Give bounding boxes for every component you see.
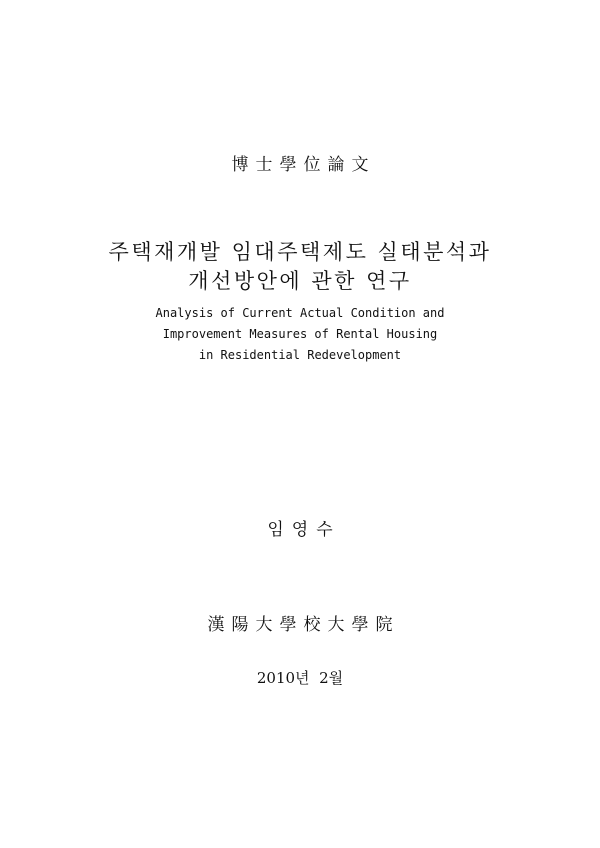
- submission-date: 2010년 2월: [256, 669, 344, 687]
- english-title-line-2: Improvement Measures of Rental Housing: [162, 327, 438, 341]
- university-name: 漢陽大學校大學院: [207, 615, 400, 635]
- english-title-line-3: in Residential Redevelopment: [198, 348, 402, 362]
- author-name: 임영수: [267, 520, 341, 540]
- english-title-line-1: Analysis of Current Actual Condition and: [155, 306, 445, 320]
- korean-title-line-2: 개선방안에 관한 연구: [188, 269, 412, 293]
- korean-title-line-1: 주택재개발 임대주택제도 실태분석과: [108, 240, 492, 264]
- degree-label: 博士學位論文: [231, 155, 376, 175]
